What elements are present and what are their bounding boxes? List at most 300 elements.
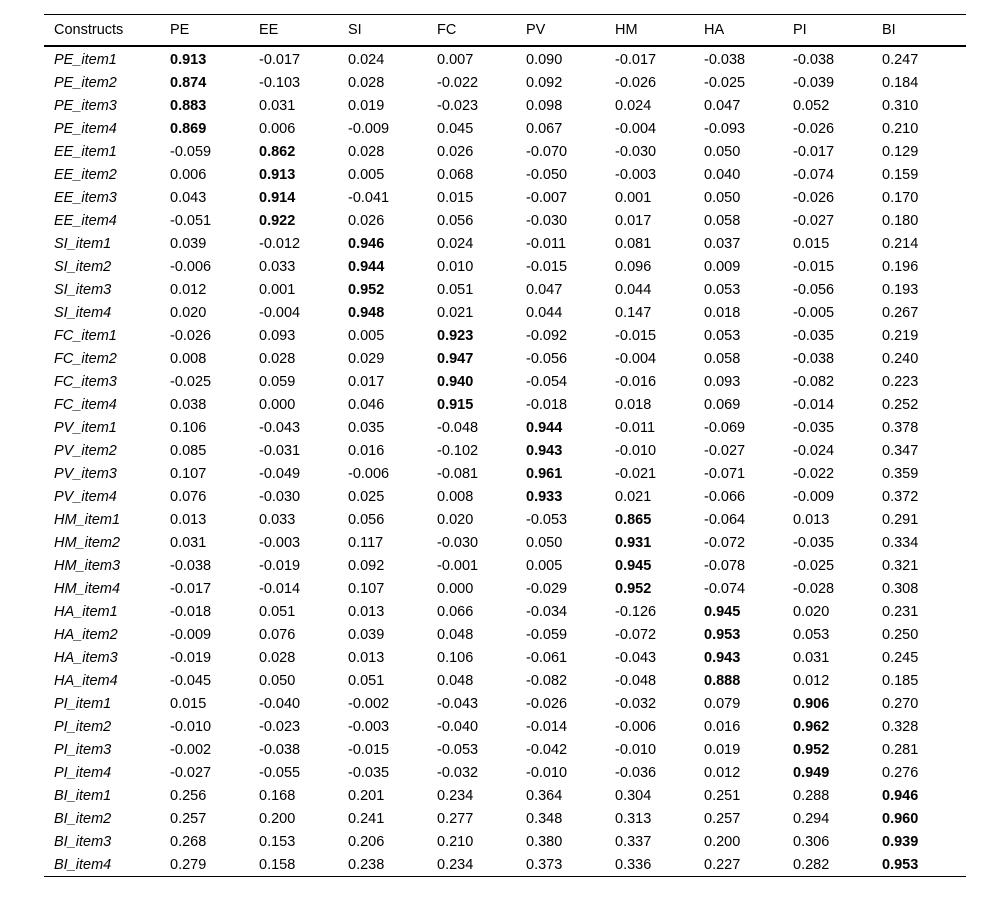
- loading-cell: -0.064: [704, 511, 746, 528]
- loading-cell: -0.081: [437, 465, 479, 482]
- table-row: [44, 94, 966, 117]
- item-label: SI_item3: [54, 281, 112, 298]
- loading-cell: -0.010: [170, 718, 212, 735]
- loading-cell: -0.038: [793, 350, 835, 367]
- loading-cell: 0.092: [348, 557, 385, 574]
- item-label: HA_item4: [54, 672, 118, 689]
- loading-cell: 0.040: [704, 166, 741, 183]
- loading-cell: 0.267: [882, 304, 919, 321]
- loading-cell: 0.021: [615, 488, 652, 505]
- header-pe: PE: [170, 22, 190, 38]
- loading-cell: 0.337: [615, 833, 652, 850]
- loading-cell: 0.039: [348, 626, 385, 643]
- loading-cell: 0.020: [793, 603, 830, 620]
- loading-cell: -0.039: [793, 74, 835, 91]
- table-row: [44, 830, 966, 853]
- loading-cell: -0.056: [526, 350, 568, 367]
- header-fc: FC: [437, 22, 457, 38]
- loading-cell: 0.019: [348, 97, 385, 114]
- table-body: [44, 46, 966, 877]
- loading-cell: -0.055: [259, 764, 301, 781]
- loading-cell: 0.092: [526, 74, 563, 91]
- cross-loadings-table: [44, 14, 966, 877]
- item-label: BI_item4: [54, 856, 112, 873]
- loading-cell: -0.034: [526, 603, 568, 620]
- loading-cell: 0.033: [259, 258, 296, 275]
- loading-cell: -0.003: [259, 534, 301, 551]
- loading-cell: 0.053: [793, 626, 830, 643]
- item-label: HA_item3: [54, 649, 118, 666]
- loading-cell: -0.071: [704, 465, 746, 482]
- loading-cell: 0.378: [882, 419, 919, 436]
- loading-cell: 0.310: [882, 97, 919, 114]
- header-si: SI: [348, 22, 362, 38]
- loading-cell: -0.022: [793, 465, 835, 482]
- loading-cell: -0.025: [704, 74, 746, 91]
- loading-cell: 0.952: [793, 741, 830, 758]
- item-label: SI_item2: [54, 258, 112, 275]
- item-label: PE_item3: [54, 97, 117, 114]
- table-row: [44, 46, 966, 71]
- loading-cell: 0.098: [526, 97, 563, 114]
- loading-cell: 0.085: [170, 442, 207, 459]
- loading-cell: 0.008: [437, 488, 474, 505]
- loading-cell: 0.015: [437, 189, 474, 206]
- loading-cell: -0.019: [170, 649, 212, 666]
- item-label: EE_item3: [54, 189, 117, 206]
- loading-cell: 0.321: [882, 557, 919, 574]
- loading-cell: 0.037: [704, 235, 741, 252]
- item-label: HM_item4: [54, 580, 121, 597]
- loading-cell: 0.940: [437, 373, 474, 390]
- table-row: [44, 508, 966, 531]
- loading-cell: 0.045: [437, 120, 474, 137]
- loading-cell: 0.294: [793, 810, 830, 827]
- loading-cell: 0.257: [704, 810, 741, 827]
- loading-cell: -0.051: [170, 212, 212, 229]
- loading-cell: 0.948: [348, 304, 385, 321]
- loading-cell: 0.270: [882, 695, 919, 712]
- loading-cell: 0.252: [882, 396, 919, 413]
- table-row: [44, 393, 966, 416]
- table-row: [44, 209, 966, 232]
- loading-cell: 0.234: [437, 787, 474, 804]
- table-row: [44, 140, 966, 163]
- loading-cell: -0.006: [170, 258, 212, 275]
- loading-cell: 0.276: [882, 764, 919, 781]
- loading-cell: -0.026: [793, 120, 835, 137]
- loading-cell: 0.047: [526, 281, 563, 298]
- loading-cell: 0.048: [437, 626, 474, 643]
- loading-cell: 0.943: [704, 649, 741, 666]
- item-label: PI_item2: [54, 718, 112, 735]
- loading-cell: 0.888: [704, 672, 741, 689]
- item-label: BI_item2: [54, 810, 112, 827]
- header-pi: PI: [793, 22, 807, 38]
- table-row: [44, 163, 966, 186]
- loading-cell: 0.021: [437, 304, 474, 321]
- loading-cell: 0.093: [259, 327, 296, 344]
- item-label: FC_item4: [54, 396, 117, 413]
- loading-cell: -0.035: [793, 534, 835, 551]
- item-label: FC_item2: [54, 350, 117, 367]
- header-ha: HA: [704, 22, 725, 38]
- loading-cell: 0.068: [437, 166, 474, 183]
- loading-cell: -0.003: [348, 718, 390, 735]
- loading-cell: -0.010: [615, 442, 657, 459]
- loading-cell: 0.945: [615, 557, 652, 574]
- loading-cell: 0.308: [882, 580, 919, 597]
- table-row: [44, 71, 966, 94]
- loading-cell: 0.005: [348, 166, 385, 183]
- loading-cell: -0.043: [615, 649, 657, 666]
- loading-cell: 0.015: [793, 235, 830, 252]
- loading-cell: -0.004: [615, 120, 657, 137]
- loading-cell: -0.035: [348, 764, 390, 781]
- loading-cell: 0.214: [882, 235, 919, 252]
- loading-cell: 0.053: [704, 327, 741, 344]
- table-row: [44, 117, 966, 140]
- loading-cell: 0.050: [259, 672, 296, 689]
- loading-cell: -0.023: [259, 718, 301, 735]
- loading-cell: 0.107: [348, 580, 385, 597]
- loading-cell: 0.017: [615, 212, 652, 229]
- item-label: PV_item2: [54, 442, 117, 459]
- table-row: [44, 715, 966, 738]
- loading-cell: 0.180: [882, 212, 919, 229]
- loading-cell: -0.082: [526, 672, 568, 689]
- loading-cell: 0.206: [348, 833, 385, 850]
- loading-cell: 0.914: [259, 189, 296, 206]
- loading-cell: 0.010: [437, 258, 474, 275]
- loading-cell: -0.009: [170, 626, 212, 643]
- loading-cell: 0.960: [882, 810, 919, 827]
- loading-cell: 0.024: [348, 51, 385, 68]
- loading-cell: -0.001: [437, 557, 479, 574]
- loading-cell: 0.923: [437, 327, 474, 344]
- table-row: [44, 623, 966, 646]
- table-row: [44, 531, 966, 554]
- item-label: PE_item2: [54, 74, 117, 91]
- loading-cell: -0.048: [437, 419, 479, 436]
- loading-cell: 0.058: [704, 212, 741, 229]
- loading-cell: 0.076: [170, 488, 207, 505]
- loading-cell: 0.076: [259, 626, 296, 643]
- loading-cell: 0.201: [348, 787, 385, 804]
- loading-cell: -0.025: [170, 373, 212, 390]
- loading-cell: -0.025: [793, 557, 835, 574]
- loading-cell: 0.364: [526, 787, 563, 804]
- loading-cell: 0.268: [170, 833, 207, 850]
- item-label: PI_item1: [54, 695, 112, 712]
- loading-cell: -0.017: [259, 51, 301, 68]
- loading-cell: 0.250: [882, 626, 919, 643]
- loading-cell: -0.042: [526, 741, 568, 758]
- loading-cell: 0.947: [437, 350, 474, 367]
- loading-cell: 0.051: [437, 281, 474, 298]
- loading-cell: -0.026: [793, 189, 835, 206]
- header-bi: BI: [882, 22, 896, 38]
- loading-cell: 0.200: [259, 810, 296, 827]
- header-ee: EE: [259, 22, 279, 38]
- loading-cell: 0.945: [704, 603, 741, 620]
- table-row: [44, 738, 966, 761]
- loading-cell: -0.093: [704, 120, 746, 137]
- loading-cell: -0.002: [348, 695, 390, 712]
- loading-cell: -0.053: [526, 511, 568, 528]
- loading-cell: -0.038: [793, 51, 835, 68]
- loading-cell: 0.056: [348, 511, 385, 528]
- loading-cell: 0.033: [259, 511, 296, 528]
- table-row: [44, 370, 966, 393]
- loading-cell: 0.028: [348, 143, 385, 160]
- loading-cell: -0.035: [793, 419, 835, 436]
- loading-cell: -0.022: [437, 74, 479, 91]
- loading-cell: 0.952: [615, 580, 652, 597]
- loading-cell: 0.047: [704, 97, 741, 114]
- item-label: BI_item1: [54, 787, 112, 804]
- loading-cell: 0.874: [170, 74, 207, 91]
- table-row: [44, 324, 966, 347]
- table-row: [44, 853, 966, 877]
- loading-cell: 0.184: [882, 74, 919, 91]
- loading-cell: 0.028: [348, 74, 385, 91]
- loading-cell: -0.103: [259, 74, 301, 91]
- loading-cell: -0.066: [704, 488, 746, 505]
- loading-cell: 0.159: [882, 166, 919, 183]
- loading-cell: 0.170: [882, 189, 919, 206]
- loading-cell: -0.074: [793, 166, 835, 183]
- loading-cell: 0.013: [793, 511, 830, 528]
- loading-cell: 0.147: [615, 304, 652, 321]
- loading-cell: -0.017: [793, 143, 835, 160]
- loading-cell: -0.017: [615, 51, 657, 68]
- loading-cell: 0.106: [437, 649, 474, 666]
- loading-cell: -0.014: [526, 718, 568, 735]
- loading-cell: 0.210: [882, 120, 919, 137]
- loading-cell: -0.009: [348, 120, 390, 137]
- loading-cell: -0.035: [793, 327, 835, 344]
- loading-cell: 0.016: [348, 442, 385, 459]
- loading-cell: 0.241: [348, 810, 385, 827]
- item-label: SI_item4: [54, 304, 112, 321]
- loading-cell: 0.012: [704, 764, 741, 781]
- loading-cell: -0.032: [437, 764, 479, 781]
- loading-cell: 0.008: [170, 350, 207, 367]
- table-row: [44, 784, 966, 807]
- loading-cell: 0.915: [437, 396, 474, 413]
- loading-cell: 0.944: [348, 258, 385, 275]
- loading-cell: 0.373: [526, 856, 563, 873]
- header-pv: PV: [526, 22, 546, 38]
- loading-cell: -0.014: [793, 396, 835, 413]
- loading-cell: 0.196: [882, 258, 919, 275]
- item-label: HM_item2: [54, 534, 121, 551]
- loading-cell: 0.056: [437, 212, 474, 229]
- table-row: [44, 692, 966, 715]
- table-row: [44, 646, 966, 669]
- loading-cell: 0.865: [615, 511, 652, 528]
- loading-cell: 0.168: [259, 787, 296, 804]
- loading-cell: -0.023: [437, 97, 479, 114]
- item-label: PV_item3: [54, 465, 117, 482]
- loading-cell: 0.050: [704, 143, 741, 160]
- loading-cell: -0.038: [170, 557, 212, 574]
- loading-cell: -0.036: [615, 764, 657, 781]
- loading-cell: -0.021: [615, 465, 657, 482]
- item-label: HA_item2: [54, 626, 118, 643]
- loading-cell: -0.017: [170, 580, 212, 597]
- loading-cell: -0.027: [170, 764, 212, 781]
- loading-cell: 0.227: [704, 856, 741, 873]
- table-row: [44, 485, 966, 508]
- loading-cell: -0.030: [526, 212, 568, 229]
- loading-cell: 0.359: [882, 465, 919, 482]
- loading-cell: 0.018: [615, 396, 652, 413]
- loading-cell: 0.012: [793, 672, 830, 689]
- loading-cell: 0.093: [704, 373, 741, 390]
- loading-cell: -0.059: [526, 626, 568, 643]
- loading-cell: 0.282: [793, 856, 830, 873]
- loading-cell: -0.049: [259, 465, 301, 482]
- loading-cell: -0.030: [615, 143, 657, 160]
- loading-cell: -0.053: [437, 741, 479, 758]
- loading-cell: 0.013: [348, 603, 385, 620]
- loading-cell: -0.043: [259, 419, 301, 436]
- loading-cell: -0.007: [526, 189, 568, 206]
- loading-cell: -0.078: [704, 557, 746, 574]
- loading-cell: 0.028: [259, 350, 296, 367]
- loading-cell: -0.041: [348, 189, 390, 206]
- loadings-table-container: [44, 14, 956, 877]
- loading-cell: 0.031: [170, 534, 207, 551]
- loading-cell: 0.913: [259, 166, 296, 183]
- loading-cell: -0.030: [437, 534, 479, 551]
- loading-cell: 0.044: [526, 304, 563, 321]
- loading-cell: 0.257: [170, 810, 207, 827]
- table-row: [44, 600, 966, 623]
- item-label: SI_item1: [54, 235, 112, 252]
- loading-cell: -0.006: [348, 465, 390, 482]
- item-label: PE_item1: [54, 51, 117, 68]
- loading-cell: 0.313: [615, 810, 652, 827]
- loading-cell: 0.883: [170, 97, 207, 114]
- loading-cell: 0.288: [793, 787, 830, 804]
- loading-cell: -0.045: [170, 672, 212, 689]
- loading-cell: 0.026: [348, 212, 385, 229]
- loading-cell: 0.158: [259, 856, 296, 873]
- loading-cell: -0.024: [793, 442, 835, 459]
- loading-cell: -0.043: [437, 695, 479, 712]
- item-label: HM_item1: [54, 511, 121, 528]
- loading-cell: -0.082: [793, 373, 835, 390]
- header-constructs: Constructs: [54, 22, 124, 38]
- loading-cell: 0.031: [793, 649, 830, 666]
- loading-cell: 0.962: [793, 718, 830, 735]
- loading-cell: -0.014: [259, 580, 301, 597]
- loading-cell: 0.001: [259, 281, 296, 298]
- loading-cell: 0.017: [348, 373, 385, 390]
- loading-cell: -0.010: [615, 741, 657, 758]
- loading-cell: -0.002: [170, 741, 212, 758]
- loading-cell: 0.106: [170, 419, 207, 436]
- loading-cell: 0.015: [170, 695, 207, 712]
- loading-cell: 0.234: [437, 856, 474, 873]
- loading-cell: 0.058: [704, 350, 741, 367]
- loading-cell: 0.922: [259, 212, 296, 229]
- loading-cell: 0.944: [526, 419, 563, 436]
- loading-cell: 0.372: [882, 488, 919, 505]
- loading-cell: 0.210: [437, 833, 474, 850]
- loading-cell: 0.025: [348, 488, 385, 505]
- loading-cell: 0.020: [437, 511, 474, 528]
- loading-cell: 0.051: [348, 672, 385, 689]
- loading-cell: -0.038: [259, 741, 301, 758]
- table-row: [44, 577, 966, 600]
- table-row: [44, 186, 966, 209]
- item-label: EE_item1: [54, 143, 117, 160]
- loading-cell: -0.031: [259, 442, 301, 459]
- loading-cell: -0.004: [615, 350, 657, 367]
- loading-cell: 0.129: [882, 143, 919, 160]
- loading-cell: 0.035: [348, 419, 385, 436]
- loading-cell: 0.048: [437, 672, 474, 689]
- loading-cell: -0.018: [526, 396, 568, 413]
- loading-cell: -0.069: [704, 419, 746, 436]
- loading-cell: 0.240: [882, 350, 919, 367]
- loading-cell: 0.304: [615, 787, 652, 804]
- loading-cell: 0.024: [437, 235, 474, 252]
- loading-cell: 0.001: [615, 189, 652, 206]
- item-label: PI_item3: [54, 741, 112, 758]
- loading-cell: 0.117: [348, 534, 384, 551]
- loading-cell: 0.018: [704, 304, 741, 321]
- loading-cell: -0.092: [526, 327, 568, 344]
- item-label: EE_item2: [54, 166, 117, 183]
- loading-cell: -0.032: [615, 695, 657, 712]
- loading-cell: 0.009: [704, 258, 741, 275]
- loading-cell: -0.070: [526, 143, 568, 160]
- table-row: [44, 439, 966, 462]
- loading-cell: 0.231: [882, 603, 919, 620]
- item-label: EE_item4: [54, 212, 117, 229]
- loading-cell: 0.223: [882, 373, 919, 390]
- loading-cell: 0.953: [704, 626, 741, 643]
- loading-cell: -0.011: [526, 235, 567, 252]
- loading-cell: 0.069: [704, 396, 741, 413]
- loading-cell: 0.046: [348, 396, 385, 413]
- loading-cell: -0.040: [437, 718, 479, 735]
- loading-cell: -0.004: [259, 304, 301, 321]
- loading-cell: -0.027: [793, 212, 835, 229]
- loading-cell: -0.015: [348, 741, 390, 758]
- loading-cell: 0.005: [526, 557, 563, 574]
- loading-cell: -0.015: [615, 327, 657, 344]
- loading-cell: 0.153: [259, 833, 296, 850]
- loading-cell: 0.013: [170, 511, 207, 528]
- item-label: PI_item4: [54, 764, 112, 781]
- loading-cell: 0.090: [526, 51, 563, 68]
- loading-cell: -0.059: [170, 143, 212, 160]
- loading-cell: -0.061: [526, 649, 568, 666]
- loading-cell: 0.961: [526, 465, 563, 482]
- loading-cell: 0.013: [348, 649, 385, 666]
- loading-cell: -0.009: [793, 488, 835, 505]
- loading-cell: 0.006: [259, 120, 296, 137]
- loading-cell: 0.943: [526, 442, 563, 459]
- loading-cell: 0.020: [170, 304, 207, 321]
- loading-cell: -0.054: [526, 373, 568, 390]
